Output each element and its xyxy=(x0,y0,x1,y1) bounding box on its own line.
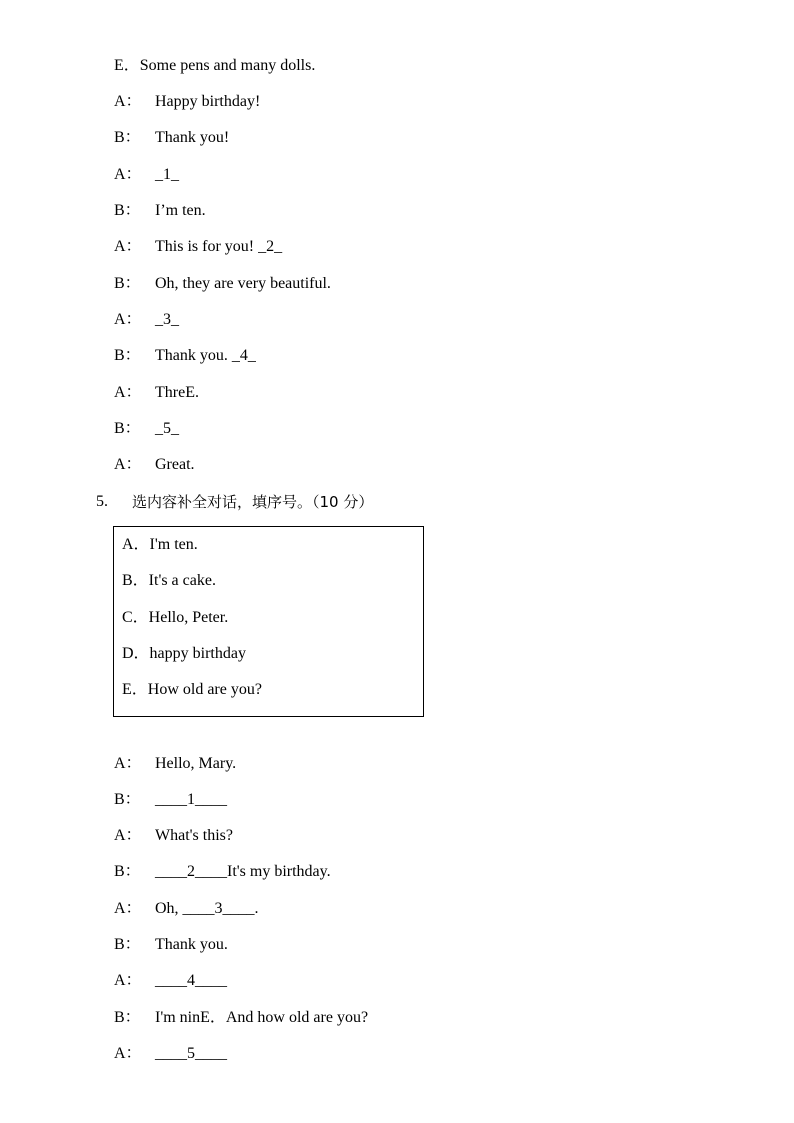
dialogue-line: What's this? xyxy=(155,827,233,844)
option-e: E．Some pens and many dolls. xyxy=(114,57,316,74)
speaker-label: A： xyxy=(114,384,142,401)
options-box xyxy=(113,526,424,717)
speaker-label: A： xyxy=(114,166,142,183)
dialogue-line: Oh, ____3____. xyxy=(155,900,259,917)
option-c: C．Hello, Peter. xyxy=(122,609,229,626)
blank-3: _3_ xyxy=(155,311,179,328)
blank-1: _1_ xyxy=(155,166,179,183)
option-a: A．I'm ten. xyxy=(122,536,198,553)
speaker-label: B： xyxy=(114,202,141,219)
blank-5: ____5____ xyxy=(155,1045,227,1062)
dialogue-line: ThreE. xyxy=(155,384,199,401)
dialogue-line: Hello, Mary. xyxy=(155,755,237,772)
speaker-label: A： xyxy=(114,827,142,844)
speaker-label: A： xyxy=(114,1045,142,1062)
dialogue-line: I’m ten. xyxy=(155,202,206,219)
speaker-label: B： xyxy=(114,936,141,953)
speaker-label: A： xyxy=(114,93,142,110)
question-number: 5. xyxy=(96,493,108,510)
dialogue-line: Thank you. xyxy=(155,936,228,953)
blank-5: _5_ xyxy=(155,420,179,437)
dialogue-line: Oh, they are very beautiful. xyxy=(155,275,331,292)
dialogue-line: Great. xyxy=(155,456,195,473)
speaker-label: B： xyxy=(114,1009,141,1026)
dialogue-line: Thank you. _4_ xyxy=(155,347,256,364)
blank-1: ____1____ xyxy=(155,791,227,808)
blank-4: ____4____ xyxy=(155,972,227,989)
speaker-label: B： xyxy=(114,863,141,880)
speaker-label: B： xyxy=(114,129,141,146)
option-d: D．happy birthday xyxy=(122,645,246,662)
speaker-label: B： xyxy=(114,347,141,364)
dialogue-line: I'm ninE．And how old are you? xyxy=(155,1009,369,1026)
speaker-label: B： xyxy=(114,420,141,437)
option-e: E．How old are you? xyxy=(122,681,262,698)
question-title: 选内容补全对话，填序号。（10 分） xyxy=(132,493,374,511)
dialogue-line: Happy birthday! xyxy=(155,93,261,110)
speaker-label: A： xyxy=(114,238,142,255)
speaker-label: A： xyxy=(114,972,142,989)
speaker-label: A： xyxy=(114,456,142,473)
speaker-label: A： xyxy=(114,900,142,917)
option-b: B．It's a cake. xyxy=(122,572,216,589)
speaker-label: B： xyxy=(114,275,141,292)
dialogue-line: ____2____It's my birthday. xyxy=(155,863,331,880)
dialogue-line: Thank you! xyxy=(155,129,230,146)
speaker-label: A： xyxy=(114,755,142,772)
dialogue-line: This is for you! _2_ xyxy=(155,238,283,255)
speaker-label: B： xyxy=(114,791,141,808)
speaker-label: A： xyxy=(114,311,142,328)
